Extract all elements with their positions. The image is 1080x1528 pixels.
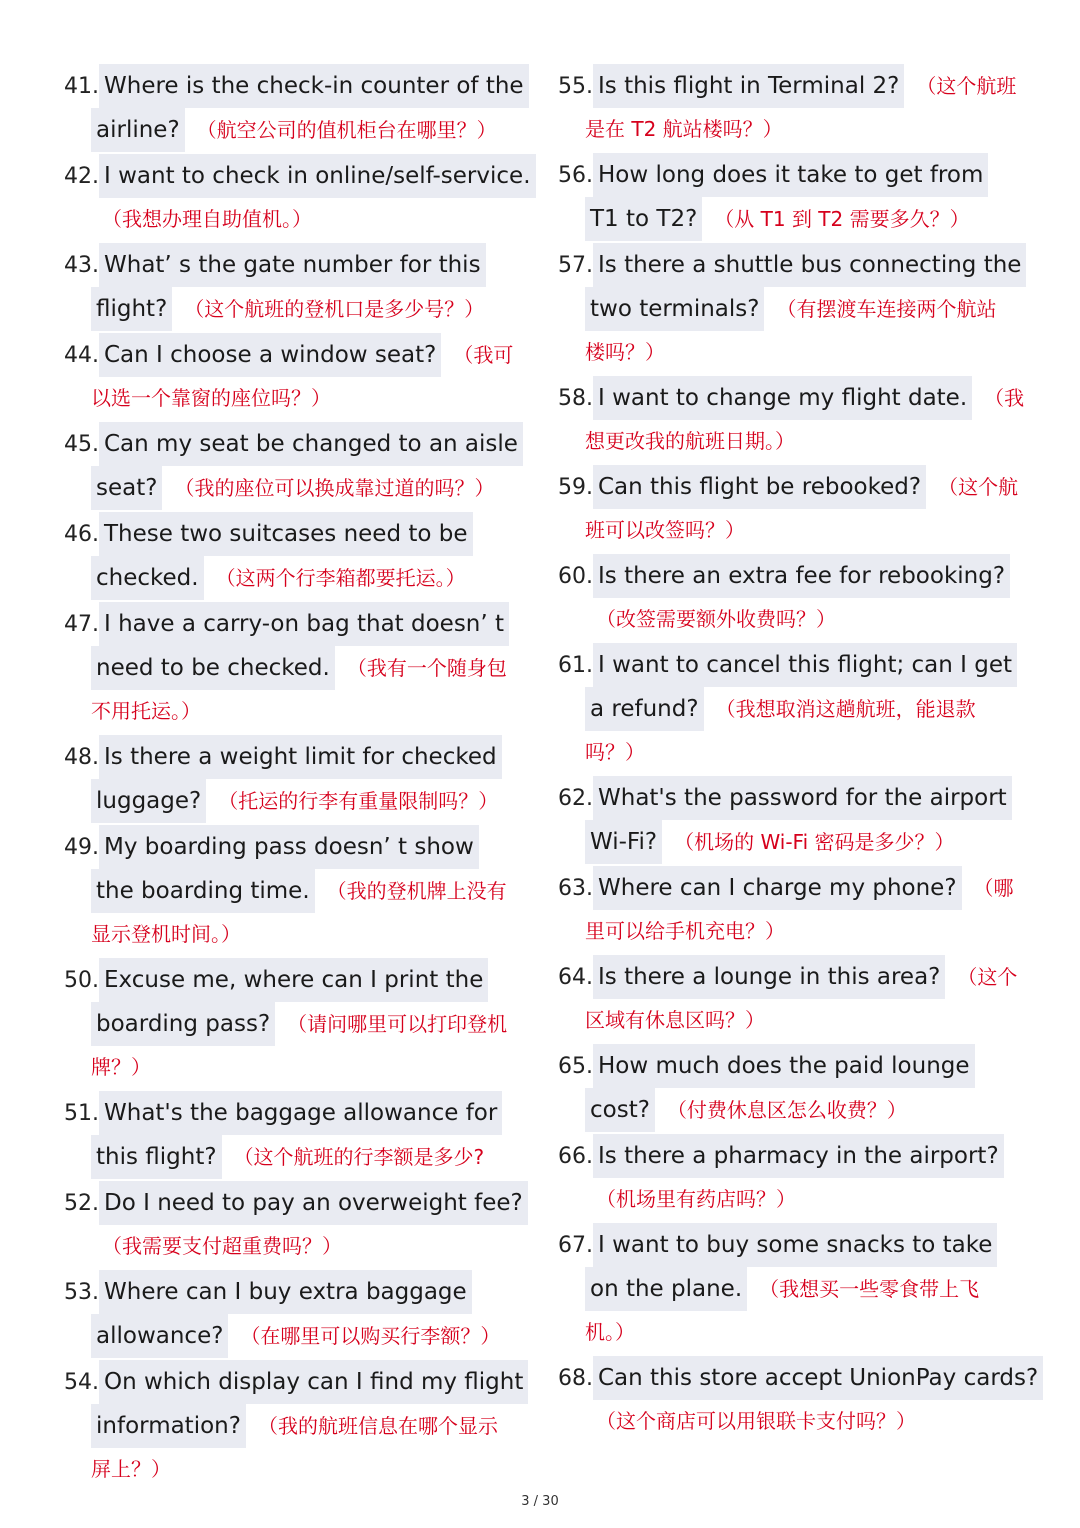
phrase-line [64, 422, 534, 466]
phrase-line [64, 825, 534, 869]
phrase-line [558, 776, 1038, 820]
phrase-line [64, 556, 534, 600]
phrase-line [558, 643, 1038, 687]
phrase-line [64, 1360, 534, 1404]
english-phrase: How much does the paid lounge [593, 1044, 975, 1088]
phrase-item [558, 776, 1038, 864]
phrase-item [64, 1091, 534, 1179]
phrase-item [558, 955, 1038, 1042]
phrase-line [64, 869, 534, 913]
chinese-translation: （这个航班的行李额是多少? [233, 1145, 485, 1169]
phrase-number: 45. [64, 432, 99, 457]
english-phrase: Can this store accept UnionPay cards? [593, 1356, 1043, 1400]
phrase-number: 57. [558, 253, 593, 278]
chinese-translation: （我的座位可以换成靠过道的吗？） [174, 476, 495, 500]
english-phrase: Where can I buy extra baggage [99, 1270, 472, 1314]
phrase-number: 41. [64, 74, 99, 99]
chinese-translation-continued: 吗？） [585, 740, 645, 764]
phrase-number: 56. [558, 163, 593, 188]
phrase-number: 46. [64, 522, 99, 547]
chinese-translation: （我有一个随身包 [346, 656, 507, 680]
chinese-translation: （托运的行李有重量限制吗？） [218, 789, 499, 813]
phrase-number: 42. [64, 164, 99, 189]
phrase-line [558, 820, 1038, 864]
english-phrase-continued: checked. [91, 556, 204, 600]
right-column [558, 64, 1038, 1445]
phrase-item [64, 1270, 534, 1358]
phrase-line [558, 1088, 1038, 1132]
phrase-item [558, 153, 1038, 241]
chinese-translation: （有摆渡车连接两个航站 [776, 297, 997, 321]
english-phrase: Where is the check-in counter of the [99, 64, 529, 108]
phrase-item [64, 512, 534, 600]
english-phrase-continued: luggage? [91, 779, 206, 823]
phrase-line [64, 1091, 534, 1135]
english-phrase-continued: flight? [91, 287, 172, 331]
phrase-line [64, 1135, 534, 1179]
english-phrase: I have a carry-on bag that doesn’ t [99, 602, 509, 646]
chinese-translation: （请问哪里可以打印登机 [287, 1012, 508, 1036]
phrase-line [558, 1356, 1038, 1400]
english-phrase: Is there an extra fee for rebooking? [593, 554, 1010, 598]
chinese-translation: （这个 [957, 965, 1018, 989]
phrase-line [558, 287, 1038, 331]
english-phrase: I want to change my flight date. [593, 376, 972, 420]
english-phrase: What's the password for the airport [593, 776, 1012, 820]
english-phrase-continued: a refund? [585, 687, 704, 731]
phrase-number: 48. [64, 745, 99, 770]
phrase-item [558, 866, 1038, 953]
english-phrase-continued: the boarding time. [91, 869, 315, 913]
chinese-translation-continued: 不用托运。） [91, 699, 201, 723]
english-phrase: On which display can I find my flight [99, 1360, 528, 1404]
chinese-translation-continued: 区域有休息区吗？） [585, 1008, 765, 1032]
phrase-line [558, 687, 1038, 731]
chinese-translation: （机场里有药店吗？） [596, 1187, 796, 1211]
phrase-item [558, 1356, 1038, 1443]
english-phrase-continued: allowance? [91, 1314, 228, 1358]
english-phrase-continued: Wi-Fi? [585, 820, 662, 864]
chinese-translation: （在哪里可以购买行李额？） [240, 1324, 501, 1348]
phrase-item [558, 465, 1038, 552]
phrase-number: 54. [64, 1370, 99, 1395]
chinese-translation: （这个商店可以用银联卡支付吗？） [596, 1409, 916, 1433]
english-phrase-continued: need to be checked. [91, 646, 335, 690]
chinese-translation: （我可 [453, 343, 514, 367]
chinese-translation: （我需要支付超重费吗？） [102, 1234, 342, 1258]
phrase-line [558, 955, 1038, 999]
phrase-item [64, 64, 534, 152]
phrase-line [64, 646, 534, 690]
english-phrase: I want to check in online/self-service. [99, 154, 536, 198]
phrase-number: 44. [64, 343, 99, 368]
phrase-line [558, 554, 1038, 598]
phrase-line [558, 64, 1038, 108]
phrase-line [64, 779, 534, 823]
phrase-number: 53. [64, 1280, 99, 1305]
phrase-line [558, 1267, 1038, 1311]
chinese-translation: （这个航班的登机口是多少号？） [184, 297, 485, 321]
chinese-translation-continued: 班可以改签吗？） [585, 518, 745, 542]
english-phrase-continued: two terminals? [585, 287, 764, 331]
phrase-item [558, 376, 1038, 463]
phrase-item [64, 958, 534, 1089]
left-column [64, 64, 534, 1493]
english-phrase: These two suitcases need to be [99, 512, 473, 556]
phrase-number: 58. [558, 386, 593, 411]
english-phrase: Do I need to pay an overweight fee? [99, 1181, 528, 1225]
phrase-line [64, 333, 534, 377]
phrase-number: 47. [64, 612, 99, 637]
english-phrase-continued: cost? [585, 1088, 655, 1132]
chinese-translation: （这个航 [938, 475, 1019, 499]
phrase-item [64, 333, 534, 420]
english-phrase: Is there a lounge in this area? [593, 955, 945, 999]
english-phrase: What's the baggage allowance for [99, 1091, 502, 1135]
english-phrase: What’ s the gate number for this [99, 243, 486, 287]
chinese-translation: （我的登机牌上没有 [326, 879, 507, 903]
phrase-line [558, 465, 1038, 509]
phrase-line [64, 108, 534, 152]
phrase-line [64, 1270, 534, 1314]
chinese-translation: （这个航班 [916, 74, 1017, 98]
phrase-line [64, 154, 534, 198]
phrase-number: 62. [558, 786, 593, 811]
phrase-line [558, 197, 1038, 241]
phrase-item [64, 602, 534, 733]
page-number: 3 / 30 [521, 1494, 559, 1509]
chinese-translation: （改签需要额外收费吗？） [596, 607, 836, 631]
english-phrase: I want to cancel this flight; can I get [593, 643, 1017, 687]
phrase-line [64, 1002, 534, 1046]
phrase-item [64, 825, 534, 956]
english-phrase: Can this flight be rebooked? [593, 465, 926, 509]
english-phrase: I want to buy some snacks to take [593, 1223, 997, 1267]
english-phrase: Excuse me, where can I print the [99, 958, 488, 1002]
english-phrase: Is this flight in Terminal 2? [593, 64, 904, 108]
phrase-item [558, 64, 1038, 151]
chinese-translation: （哪 [973, 876, 1014, 900]
phrase-line [64, 735, 534, 779]
english-phrase-continued: on the plane. [585, 1267, 747, 1311]
phrase-number: 67. [558, 1233, 593, 1258]
chinese-translation-continued: 以选一个靠窗的座位吗？） [91, 386, 331, 410]
phrase-line [558, 376, 1038, 420]
english-phrase: Is there a weight limit for checked [99, 735, 502, 779]
phrase-item [558, 1044, 1038, 1132]
phrase-line [64, 512, 534, 556]
phrase-item [64, 1181, 534, 1268]
chinese-translation: （我的航班信息在哪个显示 [257, 1414, 498, 1438]
phrase-item [558, 243, 1038, 374]
phrase-number: 55. [558, 74, 593, 99]
chinese-translation-continued: 楼吗？） [585, 340, 665, 364]
english-phrase: Can I choose a window seat? [99, 333, 441, 377]
phrase-line [64, 1181, 534, 1225]
phrase-item [558, 643, 1038, 774]
english-phrase-continued: this flight? [91, 1135, 222, 1179]
chinese-translation-continued: 里可以给手机充电？） [585, 919, 785, 943]
phrase-number: 43. [64, 253, 99, 278]
phrase-line [64, 243, 534, 287]
english-phrase-continued: seat? [91, 466, 162, 510]
chinese-translation: （我 [984, 386, 1025, 410]
phrase-number: 64. [558, 965, 593, 990]
phrase-line [64, 958, 534, 1002]
chinese-translation-continued: 机。） [585, 1320, 635, 1344]
chinese-translation: （机场的 Wi-Fi 密码是多少？） [674, 830, 955, 854]
chinese-translation-continued: 是在 T2 航站楼吗？） [585, 117, 783, 141]
phrase-line [558, 243, 1038, 287]
english-phrase: My boarding pass doesn’ t show [99, 825, 479, 869]
phrase-number: 65. [558, 1054, 593, 1079]
phrase-line [64, 466, 534, 510]
chinese-translation: （付费休息区怎么收费？） [666, 1098, 907, 1122]
phrase-number: 51. [64, 1101, 99, 1126]
phrase-line [64, 64, 534, 108]
phrase-line [64, 602, 534, 646]
phrase-number: 49. [64, 835, 99, 860]
english-phrase: How long does it take to get from [593, 153, 988, 197]
phrase-item [64, 735, 534, 823]
phrase-item [558, 554, 1038, 641]
chinese-translation: （航空公司的值机柜台在哪里？） [196, 118, 497, 142]
english-phrase: Is there a shuttle bus connecting the [593, 243, 1026, 287]
phrase-number: 50. [64, 968, 99, 993]
phrase-item [558, 1223, 1038, 1354]
phrase-line [558, 1223, 1038, 1267]
phrase-line [64, 1314, 534, 1358]
chinese-translation: （我想取消这趟航班，能退款 [715, 697, 976, 721]
phrase-item [64, 154, 534, 241]
phrase-number: 60. [558, 564, 593, 589]
english-phrase: Is there a pharmacy in the airport? [593, 1134, 1004, 1178]
phrase-number: 63. [558, 876, 593, 901]
phrase-number: 68. [558, 1366, 593, 1391]
phrase-line [64, 287, 534, 331]
chinese-translation-continued: 牌？） [91, 1055, 151, 1079]
chinese-translation: （这两个行李箱都要托运。） [215, 566, 466, 590]
english-phrase-continued: information? [91, 1404, 246, 1448]
phrase-line [558, 1134, 1038, 1178]
phrase-number: 61. [558, 653, 593, 678]
phrase-item [64, 422, 534, 510]
phrase-item [558, 1134, 1038, 1221]
chinese-translation-continued: 屏上？） [91, 1457, 171, 1481]
phrase-number: 66. [558, 1144, 593, 1169]
chinese-translation-continued: 想更改我的航班日期。） [585, 429, 795, 453]
phrase-item [64, 243, 534, 331]
phrase-number: 52. [64, 1191, 99, 1216]
english-phrase: Where can I charge my phone? [593, 866, 962, 910]
english-phrase-continued: T1 to T2? [585, 197, 702, 241]
phrase-line [64, 1404, 534, 1448]
english-phrase-continued: airline? [91, 108, 185, 152]
phrase-item [64, 1360, 534, 1491]
phrase-line [558, 153, 1038, 197]
chinese-translation: （我想买一些零食带上飞 [759, 1277, 980, 1301]
phrase-line [558, 1044, 1038, 1088]
chinese-translation: （我想办理自助值机。） [102, 207, 312, 231]
phrase-number: 59. [558, 475, 593, 500]
chinese-translation-continued: 显示登机时间。） [91, 922, 241, 946]
chinese-translation: （从 T1 到 T2 需要多久？） [714, 207, 970, 231]
english-phrase: Can my seat be changed to an aisle [99, 422, 523, 466]
phrase-line [558, 866, 1038, 910]
english-phrase-continued: boarding pass? [91, 1002, 275, 1046]
